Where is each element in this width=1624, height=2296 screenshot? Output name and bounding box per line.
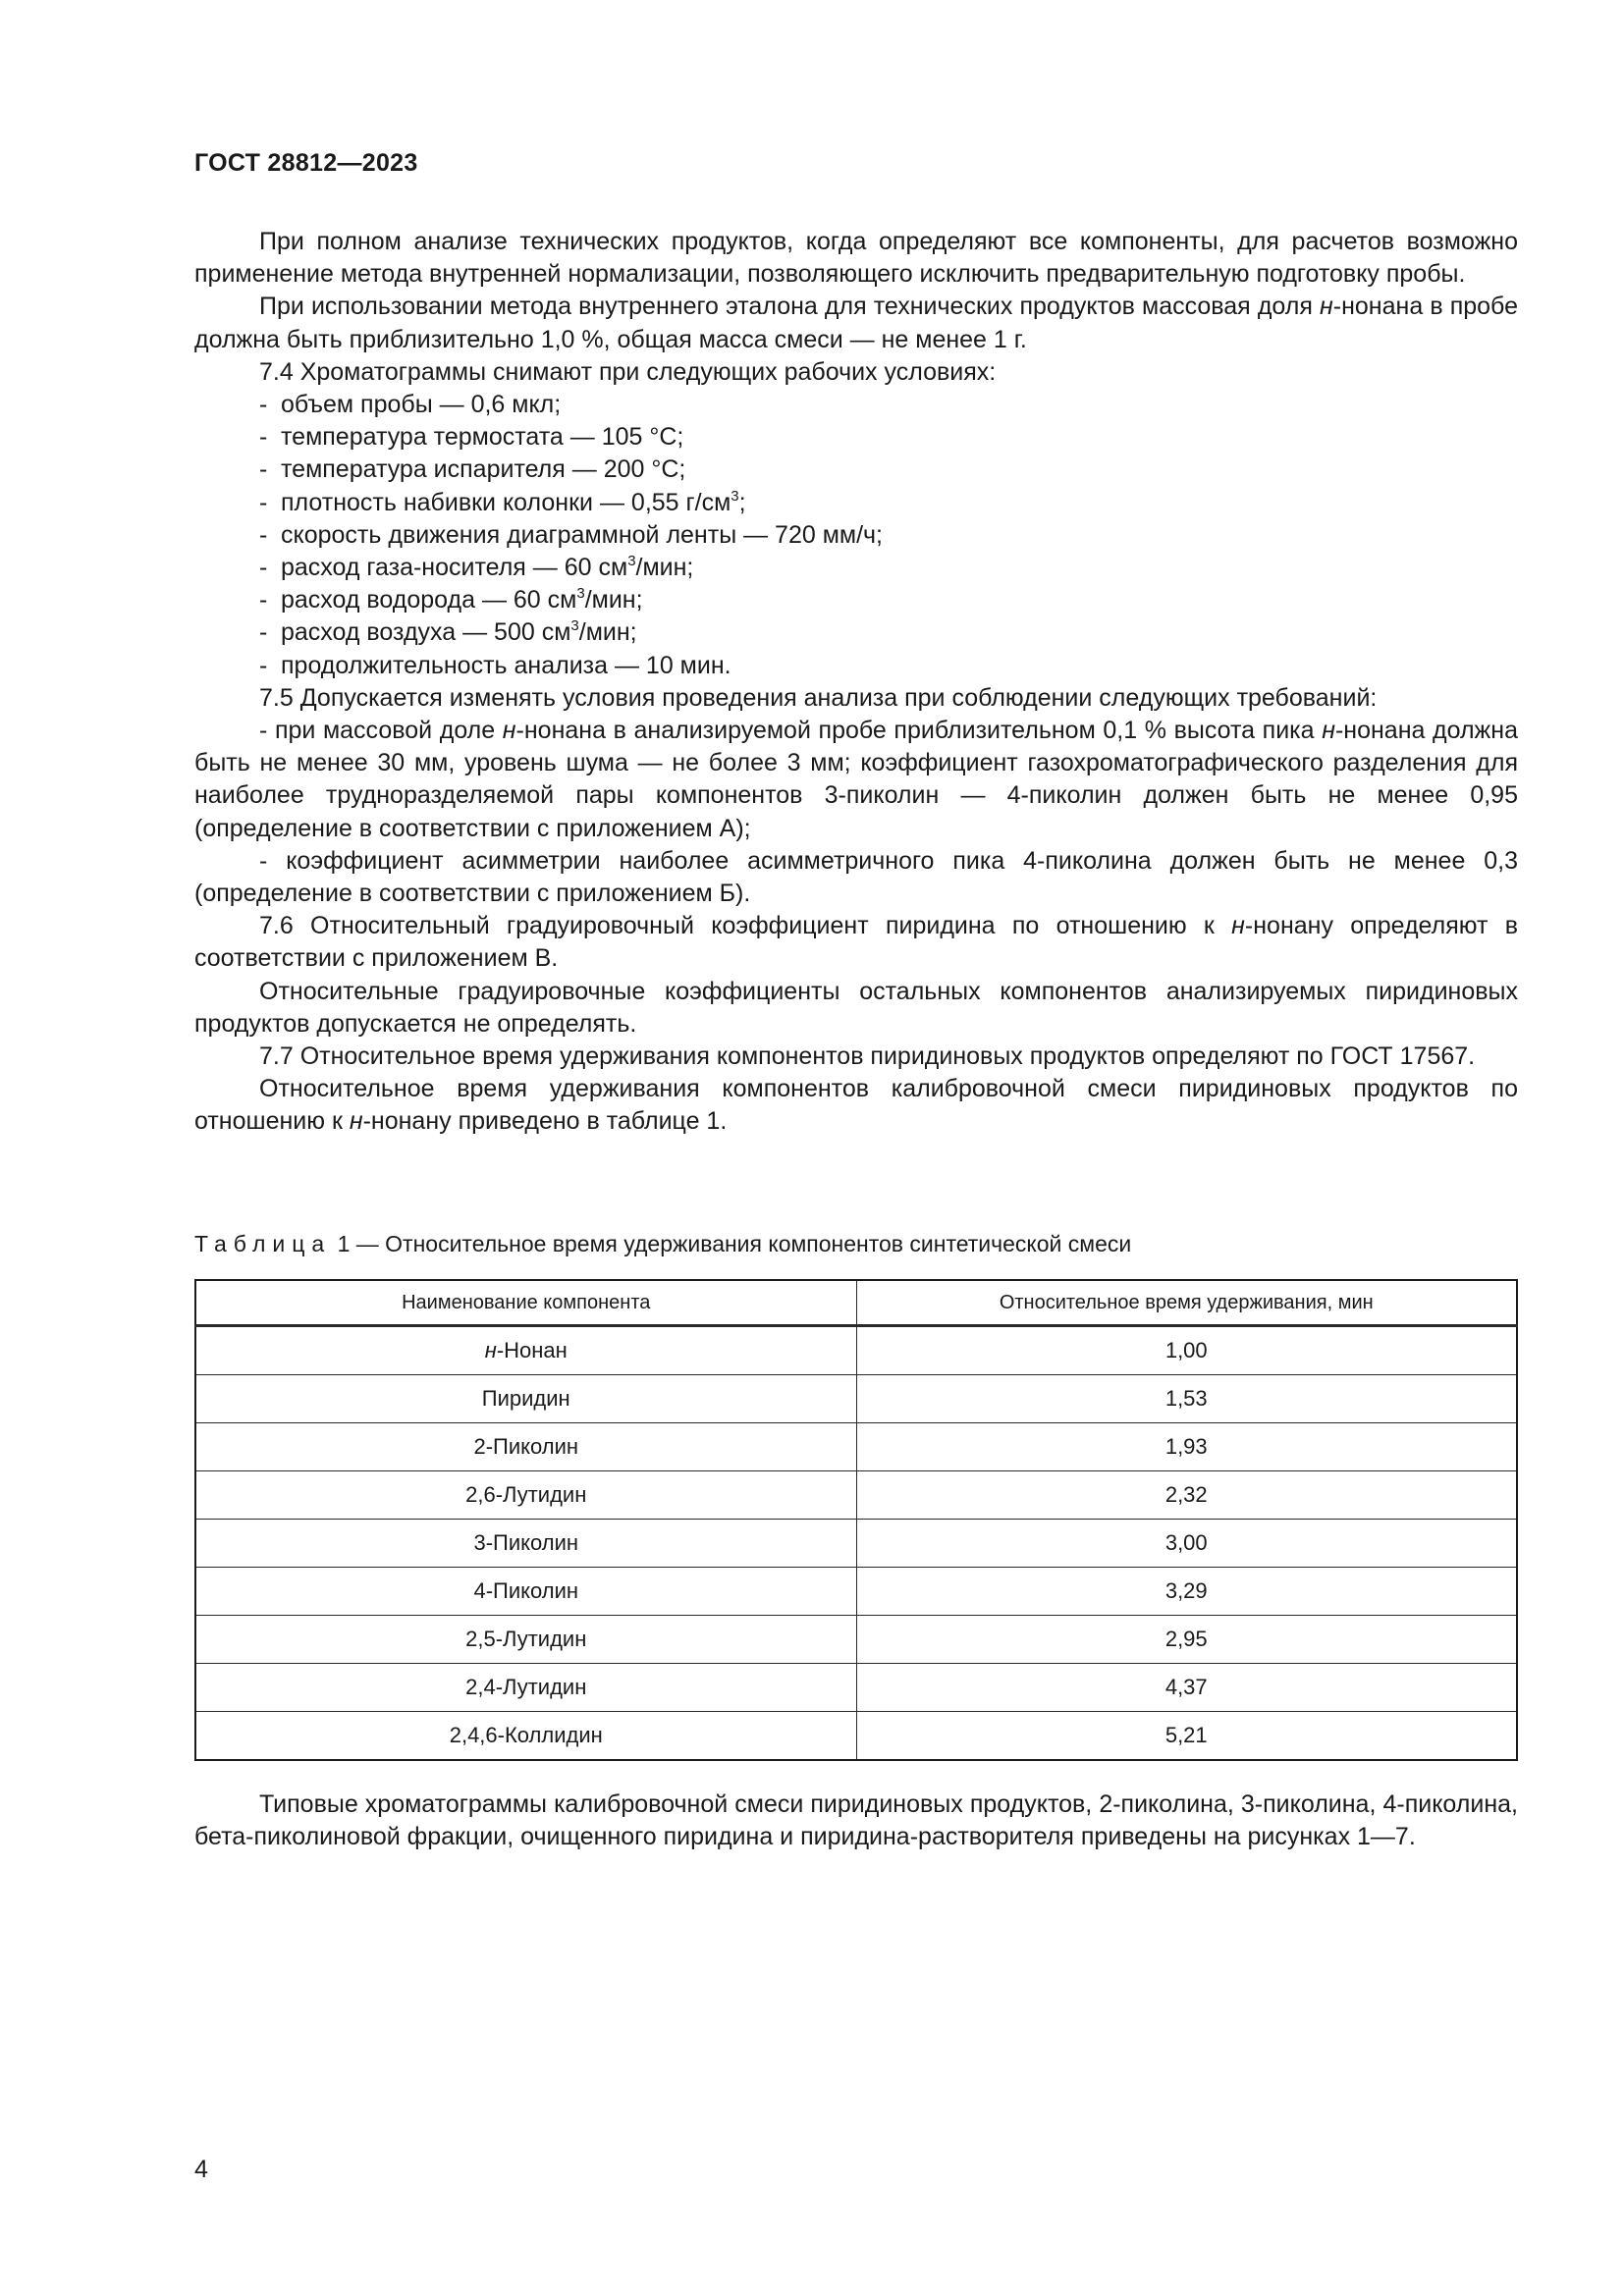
column-header: Относительное время удерживания, мин	[856, 1280, 1517, 1326]
table-cell: 2,4,6-Коллидин	[195, 1712, 856, 1761]
section-7-6: 7.6 Относительный градуировочный коэффициент пиридина по отношению к н-нонану определяют в соответствии с приложением В.	[194, 912, 1518, 973]
table-row	[195, 1375, 1517, 1423]
table-cell: 2-Пиколин	[195, 1423, 856, 1471]
table-cell: н-Нонан	[195, 1326, 856, 1375]
table-cell: 2,6-Лутидин	[195, 1471, 856, 1520]
table-cell: 3,00	[856, 1520, 1517, 1568]
table-cell: 3,29	[856, 1568, 1517, 1616]
table-cell: 1,53	[856, 1375, 1517, 1423]
table-header-row	[195, 1280, 1517, 1326]
section-7-7: 7.7 Относительное время удерживания компонентов пиридиновых продуктов определяют по ГОСТ 17567.	[259, 1042, 1476, 1071]
table-cell: 1,93	[856, 1423, 1517, 1471]
list-item: - температура термостата — 105 °C;	[259, 423, 684, 452]
table-cell: 2,95	[856, 1616, 1517, 1664]
table-cell: 1,00	[856, 1326, 1517, 1375]
paragraph: - при массовой доле н-нонана в анализируемой пробе приблизительном 0,1 % высота пика н-нонана должна быть не менее 30 мм, уровень шума — не более 3 мм; коэффициент газохроматографического разделения для наиболее трудноразделяемой пары компонентов 3-пиколин — 4-пиколин должен быть не менее 0,95 (определение в соответствии с приложением А);	[194, 717, 1518, 842]
list-item: - плотность набивки колонки — 0,55 $г/см^3$;	[259, 487, 746, 516]
paragraph: При полном анализе технических продуктов, когда определяют все компоненты, для расчетов возможно применение метода внутренней нормализации, позволяющего исключить предварительную подготовку пробы.	[194, 228, 1518, 289]
table-cell: 4,37	[856, 1664, 1517, 1712]
table-cell: 2,4-Лутидин	[195, 1664, 856, 1712]
table-row	[195, 1471, 1517, 1520]
table-cell: 5,21	[856, 1712, 1517, 1761]
section-7-5: 7.5 Допускается изменять условия проведения анализа при соблюдении следующих требований:	[259, 683, 1378, 712]
table-cell: 2,5-Лутидин	[195, 1616, 856, 1664]
paragraph: Относительное время удерживания компонентов калибровочной смеси пиридиновых продуктов по отношению к н-нонану приведено в таблице 1.	[194, 1075, 1518, 1136]
paragraph: - коэффициент асимметрии наиболее асимметричного пика 4-пиколина должен быть не менее 0,3 (определение в соответствии с приложением Б).	[194, 846, 1518, 908]
table-row	[195, 1326, 1517, 1375]
table-cell: Пиридин	[195, 1375, 856, 1423]
table-cell: 3-Пиколин	[195, 1520, 856, 1568]
table-row	[195, 1616, 1517, 1664]
list-item: - объем пробы — 0,6 мкл;	[259, 391, 562, 419]
table-row	[195, 1712, 1517, 1761]
column-header: Наименование компонента	[195, 1280, 856, 1326]
table-row	[195, 1520, 1517, 1568]
list-item: - продолжительность анализа — 10 мин.	[259, 651, 731, 679]
section-7-4: 7.4 Хроматограммы снимают при следующих рабочих условиях:	[259, 357, 997, 386]
retention-time-table	[194, 1279, 1518, 1761]
table-row	[195, 1568, 1517, 1616]
list-item: - скорость движения диаграммной ленты — 720 мм/ч;	[259, 520, 884, 549]
table-cell: 2,32	[856, 1471, 1517, 1520]
document-header: ГОСТ 28812—2023	[194, 149, 418, 177]
table-row	[195, 1423, 1517, 1471]
paragraph: Относительные градуировочные коэффициенты остальных компонентов анализируемых пиридиновых продуктов допускается не определять.	[194, 977, 1518, 1038]
table-cell: 4-Пиколин	[195, 1568, 856, 1616]
list-item: - расход газа-носителя — 60 $см^3$/мин;	[259, 553, 694, 582]
table-row	[195, 1664, 1517, 1712]
paragraph: Типовые хроматограммы калибровочной смеси пиридиновых продуктов, 2-пиколина, 3-пиколина, 4-пиколина, бета-пиколиновой фракции, очищенного пиридина и пиридина-растворителя приведены на рисунках 1—7.	[194, 1790, 1518, 1851]
body-text	[194, 226, 1518, 1139]
list-item: - расход водорода — 60 $см^3$/мин;	[259, 585, 643, 614]
list-item: - температура испарителя — 200 °C;	[259, 455, 686, 484]
closing-text	[194, 1789, 1518, 1853]
page-number: 4	[194, 2156, 208, 2183]
list-item: - расход воздуха — 500 $см^3$/мин;	[259, 617, 637, 647]
paragraph: При использовании метода внутреннего эталона для технических продуктов массовая доля н-нонана в пробе должна быть приблизительно 1,0 %, общая масса смеси — не менее 1 г.	[194, 293, 1518, 353]
table-caption: Таблица 1 — Относительное время удерживания компонентов синтетической смеси	[194, 1231, 1132, 1256]
